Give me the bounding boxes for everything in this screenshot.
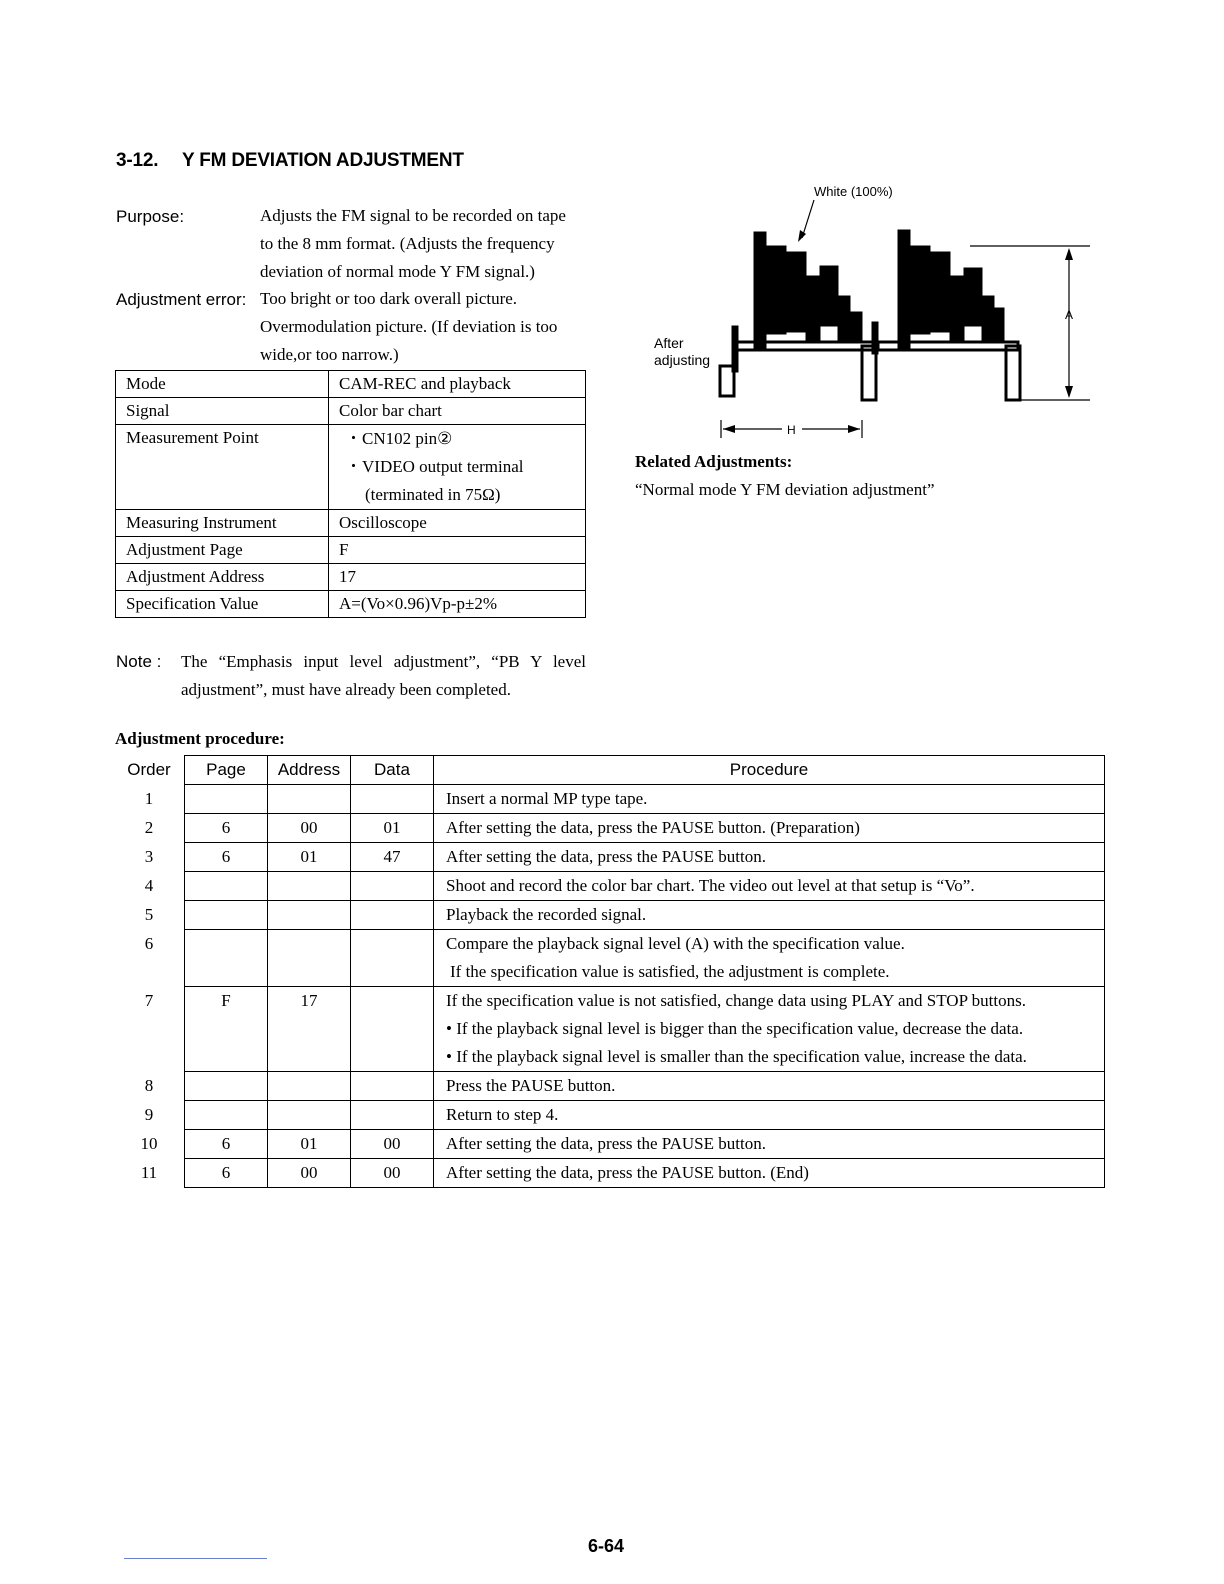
measurement-point-line: (terminated in 75Ω) bbox=[365, 485, 501, 504]
white-pointer-arrowhead bbox=[798, 230, 806, 242]
cell-page: F bbox=[185, 987, 268, 1072]
procedure-line: If the specification value is not satisfied, change data using PLAY and STOP buttons. bbox=[446, 991, 1026, 1010]
footer-rule bbox=[124, 1558, 267, 1559]
cell-order: 2 bbox=[144, 817, 154, 837]
measurement-point-line: ・VIDEO output terminal bbox=[345, 457, 524, 476]
procedure-line: After setting the data, press the PAUSE button. bbox=[446, 1134, 766, 1153]
related-title: Related Adjustments: bbox=[635, 452, 793, 471]
cell-procedure bbox=[434, 872, 1105, 901]
spec-key: Measuring Instrument bbox=[116, 510, 329, 537]
spec-value: Color bar chart bbox=[329, 398, 586, 425]
cell-page: 6 bbox=[185, 1130, 268, 1159]
sync-tip-right bbox=[1006, 346, 1020, 400]
cell-address: 00 bbox=[268, 1159, 351, 1188]
cell-address: 01 bbox=[268, 1130, 351, 1159]
white-pointer-line bbox=[802, 200, 814, 238]
bar-7-left bbox=[850, 312, 862, 340]
spec-value: 17 bbox=[329, 564, 586, 591]
cell-address bbox=[268, 1101, 351, 1130]
cell-data bbox=[351, 1101, 434, 1130]
purpose-line: to the 8 mm format. (Adjusts the frequency bbox=[260, 234, 555, 253]
h-arrow-left bbox=[723, 425, 735, 433]
procedure-line: • If the playback signal level is bigger than the specification value, decrease the data. bbox=[446, 1019, 1024, 1038]
header-data: Data bbox=[351, 756, 434, 785]
adjustment-error-label: Adjustment error: bbox=[116, 290, 247, 309]
procedure-line: Shoot and record the color bar chart. The video out level at that setup is “Vo”. bbox=[446, 876, 975, 895]
cell-address bbox=[268, 930, 351, 987]
cell-procedure bbox=[434, 930, 1105, 987]
spec-value bbox=[329, 425, 586, 510]
cell-procedure bbox=[434, 987, 1105, 1072]
note-label: Note : bbox=[116, 652, 162, 671]
header-order: Order bbox=[127, 760, 171, 779]
cell-address bbox=[268, 901, 351, 930]
procedure-line: If the specification value is satisfied, the adjustment is complete. bbox=[450, 962, 890, 981]
procedure-header-row bbox=[114, 756, 1105, 785]
cell-address: 17 bbox=[268, 987, 351, 1072]
cell-data bbox=[351, 1072, 434, 1101]
procedure-line: After setting the data, press the PAUSE button. (End) bbox=[446, 1163, 809, 1182]
a-label: A bbox=[1065, 308, 1074, 322]
spec-key: Mode bbox=[116, 371, 329, 398]
cell-data bbox=[351, 872, 434, 901]
cell-data bbox=[351, 987, 434, 1072]
adjustment-error-line: Too bright or too dark overall picture. bbox=[260, 289, 518, 308]
bar-3-right bbox=[930, 252, 950, 332]
purpose-text bbox=[260, 202, 590, 286]
procedure-line: • If the playback signal level is smaller than the specification value, increase the data. bbox=[446, 1047, 1027, 1066]
cell-order: 6 bbox=[144, 933, 154, 953]
spec-key: Measurement Point bbox=[116, 425, 329, 510]
bar-5-left bbox=[820, 266, 838, 326]
spec-row-address bbox=[116, 564, 586, 591]
spec-row-instrument bbox=[116, 510, 586, 537]
bar-4-left bbox=[806, 276, 820, 340]
cell-address: 01 bbox=[268, 843, 351, 872]
spec-value: CAM-REC and playback bbox=[329, 371, 586, 398]
bar-3-left bbox=[786, 252, 806, 332]
cell-address: 00 bbox=[268, 814, 351, 843]
spec-key: Specification Value bbox=[116, 591, 329, 618]
cell-address bbox=[268, 872, 351, 901]
cell-data bbox=[351, 785, 434, 814]
waveform-trace bbox=[720, 230, 1020, 400]
spec-row-spec-value bbox=[116, 591, 586, 618]
cell-order: 4 bbox=[144, 875, 154, 895]
spec-key: Signal bbox=[116, 398, 329, 425]
cell-page: 6 bbox=[185, 843, 268, 872]
cell-address bbox=[268, 785, 351, 814]
table-row bbox=[114, 1072, 1105, 1101]
cell-procedure bbox=[434, 814, 1105, 843]
cell-page: 6 bbox=[185, 814, 268, 843]
purpose-line: deviation of normal mode Y FM signal.) bbox=[260, 262, 535, 281]
spec-value: A=(Vo×0.96)Vp-p±2% bbox=[329, 591, 586, 618]
bar-5-right bbox=[964, 268, 982, 326]
spec-key: Adjustment Address bbox=[116, 564, 329, 591]
cell-procedure bbox=[434, 1159, 1105, 1188]
spec-row-measurement-point bbox=[116, 425, 586, 510]
spec-table bbox=[115, 370, 586, 618]
waveform-figure bbox=[640, 176, 1110, 440]
bar-1-left bbox=[754, 232, 766, 348]
cell-data: 00 bbox=[351, 1159, 434, 1188]
cell-procedure bbox=[434, 1072, 1105, 1101]
cell-order: 8 bbox=[144, 1075, 154, 1095]
table-row bbox=[114, 1159, 1105, 1188]
cell-page bbox=[185, 785, 268, 814]
cell-data: 01 bbox=[351, 814, 434, 843]
cell-page bbox=[185, 930, 268, 987]
spec-row-signal bbox=[116, 398, 586, 425]
bar-6-right bbox=[982, 296, 994, 340]
spec-row-page bbox=[116, 537, 586, 564]
cell-order: 10 bbox=[140, 1133, 158, 1153]
adjustment-error-line: wide,or too narrow.) bbox=[260, 345, 399, 364]
table-row bbox=[114, 930, 1105, 987]
procedure-line: Return to step 4. bbox=[446, 1105, 559, 1124]
purpose-line: Adjusts the FM signal to be recorded on tape bbox=[260, 206, 566, 225]
cell-procedure bbox=[434, 785, 1105, 814]
cell-page: 6 bbox=[185, 1159, 268, 1188]
adjustment-error-text bbox=[260, 285, 590, 369]
adjusting-label: adjusting bbox=[654, 352, 711, 368]
spec-value: F bbox=[329, 537, 586, 564]
cell-data: 00 bbox=[351, 1130, 434, 1159]
procedure-line: Playback the recorded signal. bbox=[446, 905, 647, 924]
header-page: Page bbox=[185, 756, 268, 785]
procedure-line: Press the PAUSE button. bbox=[446, 1076, 616, 1095]
note-text: The “Emphasis input level adjustment”, “PB Y level adjustment”, must have already been completed. bbox=[181, 652, 586, 699]
table-row bbox=[114, 843, 1105, 872]
note-block bbox=[116, 648, 586, 704]
header-procedure: Procedure bbox=[434, 756, 1105, 785]
cell-procedure bbox=[434, 1101, 1105, 1130]
page-number: 6-64 bbox=[588, 1536, 625, 1556]
cell-address bbox=[268, 1072, 351, 1101]
cell-procedure bbox=[434, 901, 1105, 930]
table-row bbox=[114, 1130, 1105, 1159]
cell-data bbox=[351, 901, 434, 930]
cell-order: 7 bbox=[144, 990, 154, 1010]
cell-order: 5 bbox=[144, 904, 154, 924]
cell-order: 11 bbox=[140, 1162, 158, 1182]
related-text: “Normal mode Y FM deviation adjustment” bbox=[635, 480, 935, 499]
procedure-line: Insert a normal MP type tape. bbox=[446, 789, 648, 808]
spec-row-mode bbox=[116, 371, 586, 398]
cell-data bbox=[351, 930, 434, 987]
cell-page bbox=[185, 1101, 268, 1130]
a-arrow-down bbox=[1065, 386, 1073, 398]
cell-order: 9 bbox=[144, 1104, 154, 1124]
section-heading: Y FM DEVIATION ADJUSTMENT bbox=[182, 150, 464, 171]
procedure-title: Adjustment procedure: bbox=[115, 729, 285, 748]
table-row bbox=[114, 901, 1105, 930]
procedure-line: Compare the playback signal level (A) with the specification value. bbox=[446, 934, 905, 953]
table-row bbox=[114, 814, 1105, 843]
bar-2-right bbox=[910, 246, 930, 334]
cell-order: 3 bbox=[144, 846, 154, 866]
table-row bbox=[114, 785, 1105, 814]
cell-page bbox=[185, 901, 268, 930]
bar-1-right bbox=[898, 230, 910, 348]
h-arrow-right bbox=[848, 425, 860, 433]
h-label: H bbox=[787, 423, 796, 437]
table-row bbox=[114, 872, 1105, 901]
section-number: 3-12. bbox=[116, 150, 159, 171]
cell-procedure bbox=[434, 1130, 1105, 1159]
adjustment-error-line: Overmodulation picture. (If deviation is too bbox=[260, 317, 558, 336]
bar-6-left bbox=[838, 296, 850, 340]
cell-order: 1 bbox=[144, 788, 154, 808]
purpose-label: Purpose: bbox=[116, 207, 185, 226]
procedure-table bbox=[114, 755, 1105, 1188]
a-arrow-up bbox=[1065, 248, 1073, 260]
spec-key: Adjustment Page bbox=[116, 537, 329, 564]
bar-2-left bbox=[766, 246, 786, 334]
after-label: After bbox=[654, 335, 684, 351]
header-address: Address bbox=[268, 756, 351, 785]
bar-4-right bbox=[950, 276, 964, 340]
cell-data: 47 bbox=[351, 843, 434, 872]
section-title bbox=[116, 150, 464, 172]
cell-procedure bbox=[434, 843, 1105, 872]
white-level-label: White (100%) bbox=[814, 184, 893, 199]
table-row bbox=[114, 987, 1105, 1072]
procedure-line: After setting the data, press the PAUSE button. (Preparation) bbox=[446, 818, 860, 837]
cell-page bbox=[185, 1072, 268, 1101]
cell-page bbox=[185, 872, 268, 901]
bar-7-right bbox=[994, 308, 1004, 340]
procedure-line: After setting the data, press the PAUSE button. bbox=[446, 847, 766, 866]
spec-value: Oscilloscope bbox=[329, 510, 586, 537]
table-row bbox=[114, 1101, 1105, 1130]
measurement-point-line: ・CN102 pin② bbox=[345, 429, 453, 448]
